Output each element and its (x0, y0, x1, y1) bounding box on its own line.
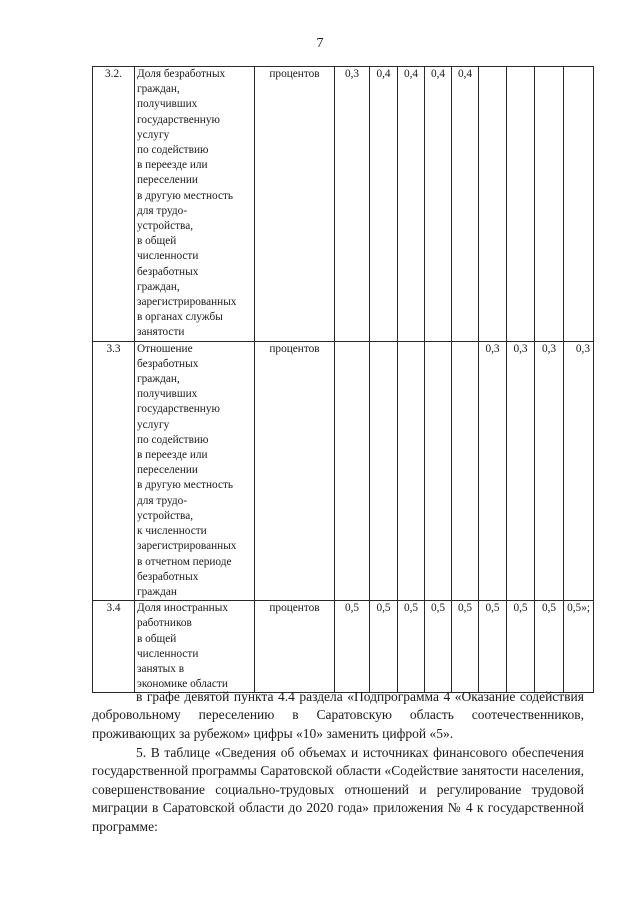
value-cell: 0,5 (452, 601, 479, 693)
value-cell: 0,5 (507, 601, 535, 693)
value-cell (452, 341, 479, 600)
value-cell: 0,5 (535, 601, 564, 693)
value-cell (335, 341, 370, 600)
value-cell (564, 67, 594, 342)
value-cell: 0,5 (335, 601, 370, 693)
value-cell: 0,3 (479, 341, 507, 600)
value-cell: 0,4 (425, 67, 452, 342)
value-cell (535, 67, 564, 342)
value-cell (507, 67, 535, 342)
paragraph-text: в графе девятой пункта 4.4 раздела «Подпрограмма 4 «Оказание содействия добровольному переселению в Саратовскую область соотечественников, проживающих за рубежом» цифры «10» заменить цифрой «5». (92, 689, 584, 741)
indicator-name: Отношение безработных граждан, получивших государственную услугу по содействию в переезде или переселении в другую местность для трудо- устройства, к численности зарегистрированных в отчетном периоде безработных граждан (135, 341, 255, 600)
paragraph-text: 5. В таблице «Сведения об объемах и источниках финансового обеспечения государственной программы Саратовской области «Содействие занятости населения, совершенствование социально-трудовых отношений и регулирование трудовой миграции в Саратовской области до 2020 года» приложения № 4 к государственной программе: (92, 745, 584, 834)
value-cell: 0,5 (425, 601, 452, 693)
unit-cell: процентов (255, 67, 335, 342)
value-cell (479, 67, 507, 342)
value-cell: 0,3 (335, 67, 370, 342)
table-row-3-4 (93, 601, 594, 693)
row-number: 3.4 (93, 601, 135, 693)
table-row-3-2 (93, 67, 594, 342)
value-cell: 0,5 (479, 601, 507, 693)
indicator-name: Доля иностранных работников в общей численности занятых в экономике области (135, 601, 255, 693)
unit-cell: процентов (255, 341, 335, 600)
value-cell: 0,3 (507, 341, 535, 600)
indicators-table (92, 66, 594, 693)
value-cell: 0,4 (398, 67, 425, 342)
value-cell: 0,4 (370, 67, 398, 342)
value-cell: 0,5 (370, 601, 398, 693)
amendment-paragraph-5 (92, 744, 584, 836)
value-cell: 0,4 (452, 67, 479, 342)
row-number: 3.3 (93, 341, 135, 600)
value-cell (370, 341, 398, 600)
value-cell: 0,3 (564, 341, 594, 600)
value-cell: 0,5»; (564, 601, 594, 693)
value-cell (425, 341, 452, 600)
amendment-paragraph-4-4 (92, 688, 584, 743)
indicator-name: Доля безработных граждан, получивших государственную услугу по содействию в переезде или переселении в другую местность для трудо- устройства, в общей численности безработных граждан, зарегистрированных в органах службы занятости (135, 67, 255, 342)
unit-cell: процентов (255, 601, 335, 693)
row-number: 3.2. (93, 67, 135, 342)
table-row-3-3 (93, 341, 594, 600)
value-cell: 0,3 (535, 341, 564, 600)
value-cell: 0,5 (398, 601, 425, 693)
value-cell (398, 341, 425, 600)
page-number: 7 (316, 36, 324, 51)
